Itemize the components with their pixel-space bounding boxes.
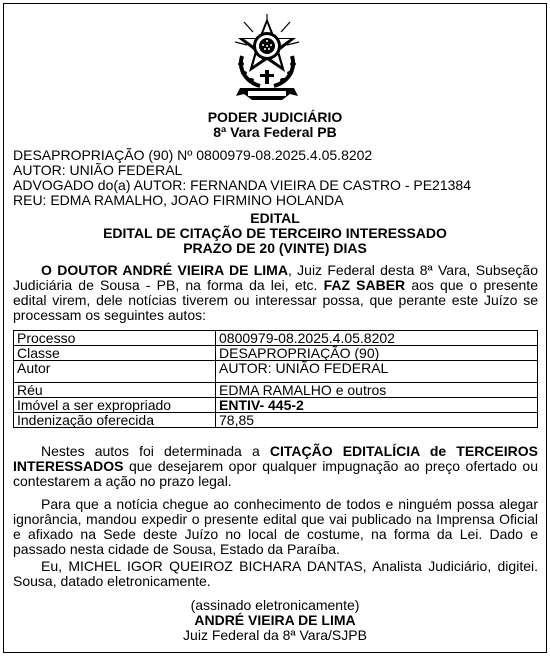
table-value: 78,85	[216, 413, 538, 428]
para2-bold: CITAÇÃO EDITALÍCIA de TERCEIROS INTERESSADOS	[13, 443, 538, 474]
process-line: REU: EDMA RAMALHO, JOAO FIRMINO HOLANDA	[13, 192, 344, 208]
signature-role: Juiz Federal da 8ª Vara/SJPB	[183, 627, 367, 643]
table-value: DESAPROPRIAÇÃO (90)	[216, 346, 538, 361]
process-table	[13, 330, 538, 428]
citation-paragraph	[13, 444, 538, 489]
signature-note: (assinado eletronicamente)	[190, 597, 360, 613]
table-key: Imóvel a ser expropriado	[14, 398, 216, 413]
court-header	[0, 110, 550, 140]
process-line: DESAPROPRIAÇÃO (90) Nº 0800979-08.2025.4.05.8202	[13, 147, 373, 163]
table-row	[14, 331, 538, 346]
process-line: AUTOR: UNIÃO FEDERAL	[13, 162, 183, 178]
title-citacao: EDITAL DE CITAÇÃO DE TERCEIRO INTERESSADO	[103, 225, 447, 241]
faz-saber: FAZ SABER	[323, 277, 406, 293]
table-row	[14, 413, 538, 428]
process-info	[13, 148, 543, 208]
signature-block	[0, 598, 550, 643]
header-line-1: PODER JUDICIÁRIO	[207, 109, 343, 125]
para2-text-2: que desejarem opor qualquer impugnação ao preço ofertado ou contestarem a ação no prazo legal.	[13, 458, 538, 489]
publication-paragraph	[13, 497, 538, 557]
signature-note-paragraph	[13, 559, 538, 589]
table-value: EDMA RAMALHO e outros	[216, 383, 538, 398]
table-row	[14, 398, 538, 413]
edital-titles	[0, 211, 550, 256]
header-line-2: 8ª Vara Federal PB	[213, 124, 337, 140]
table-row	[14, 383, 538, 398]
para2-text-1: Nestes autos foi determinada a	[41, 443, 270, 459]
para4-text: Eu, MICHEL IGOR QUEIROZ BICHARA DANTAS, Analista Judiciário, digitei. Sousa, datado eletronicamente.	[13, 558, 538, 589]
process-line: ADVOGADO do(a) AUTOR: FERNANDA VIEIRA DE CASTRO - PE21384	[13, 177, 471, 193]
table-key: Classe	[14, 346, 216, 361]
title-edital: EDITAL	[250, 210, 300, 226]
table-value: 0800979-08.2025.4.05.8202	[216, 331, 538, 346]
signature-name: ANDRÉ VIEIRA DE LIMA	[194, 612, 356, 628]
table-key: Processo	[14, 331, 216, 346]
para3-text: Para que a notícia chegue ao conhecimento de todos e ninguém possa alegar ignorância, mandou expedir o presente edital que vai publicado na Imprensa Oficial e afixado na Sede deste Juízo no local de costume, na forma da Lei. Dado e passado nesta cidade de Sousa, Estado da Paraíba.	[13, 496, 538, 557]
table-key: Réu	[14, 383, 216, 398]
title-prazo: PRAZO DE 20 (VINTE) DIAS	[183, 240, 367, 256]
table-row	[14, 346, 538, 361]
table-value: AUTOR: UNIÃO FEDERAL	[216, 361, 538, 383]
intro-paragraph	[13, 263, 538, 323]
intro-text-1: , Juiz Federal desta 8ª Vara, Subseção Judiciária de Sousa - PB, na forma da lei, etc.	[13, 262, 539, 293]
table-row	[14, 361, 538, 383]
judge-name: O DOUTOR ANDRÉ VIEIRA DE LIMA	[41, 262, 288, 278]
brasao-coat-of-arms-icon	[232, 12, 302, 104]
intro-text-2: aos que o presente edital virem, dele notícias tiverem ou interessar possa, que perante este Juízo se processam os seguintes autos:	[13, 277, 538, 323]
table-key: Autor	[14, 361, 216, 383]
table-key: Indenização oferecida	[14, 413, 216, 428]
table-value: ENTIV- 445-2	[216, 398, 538, 413]
